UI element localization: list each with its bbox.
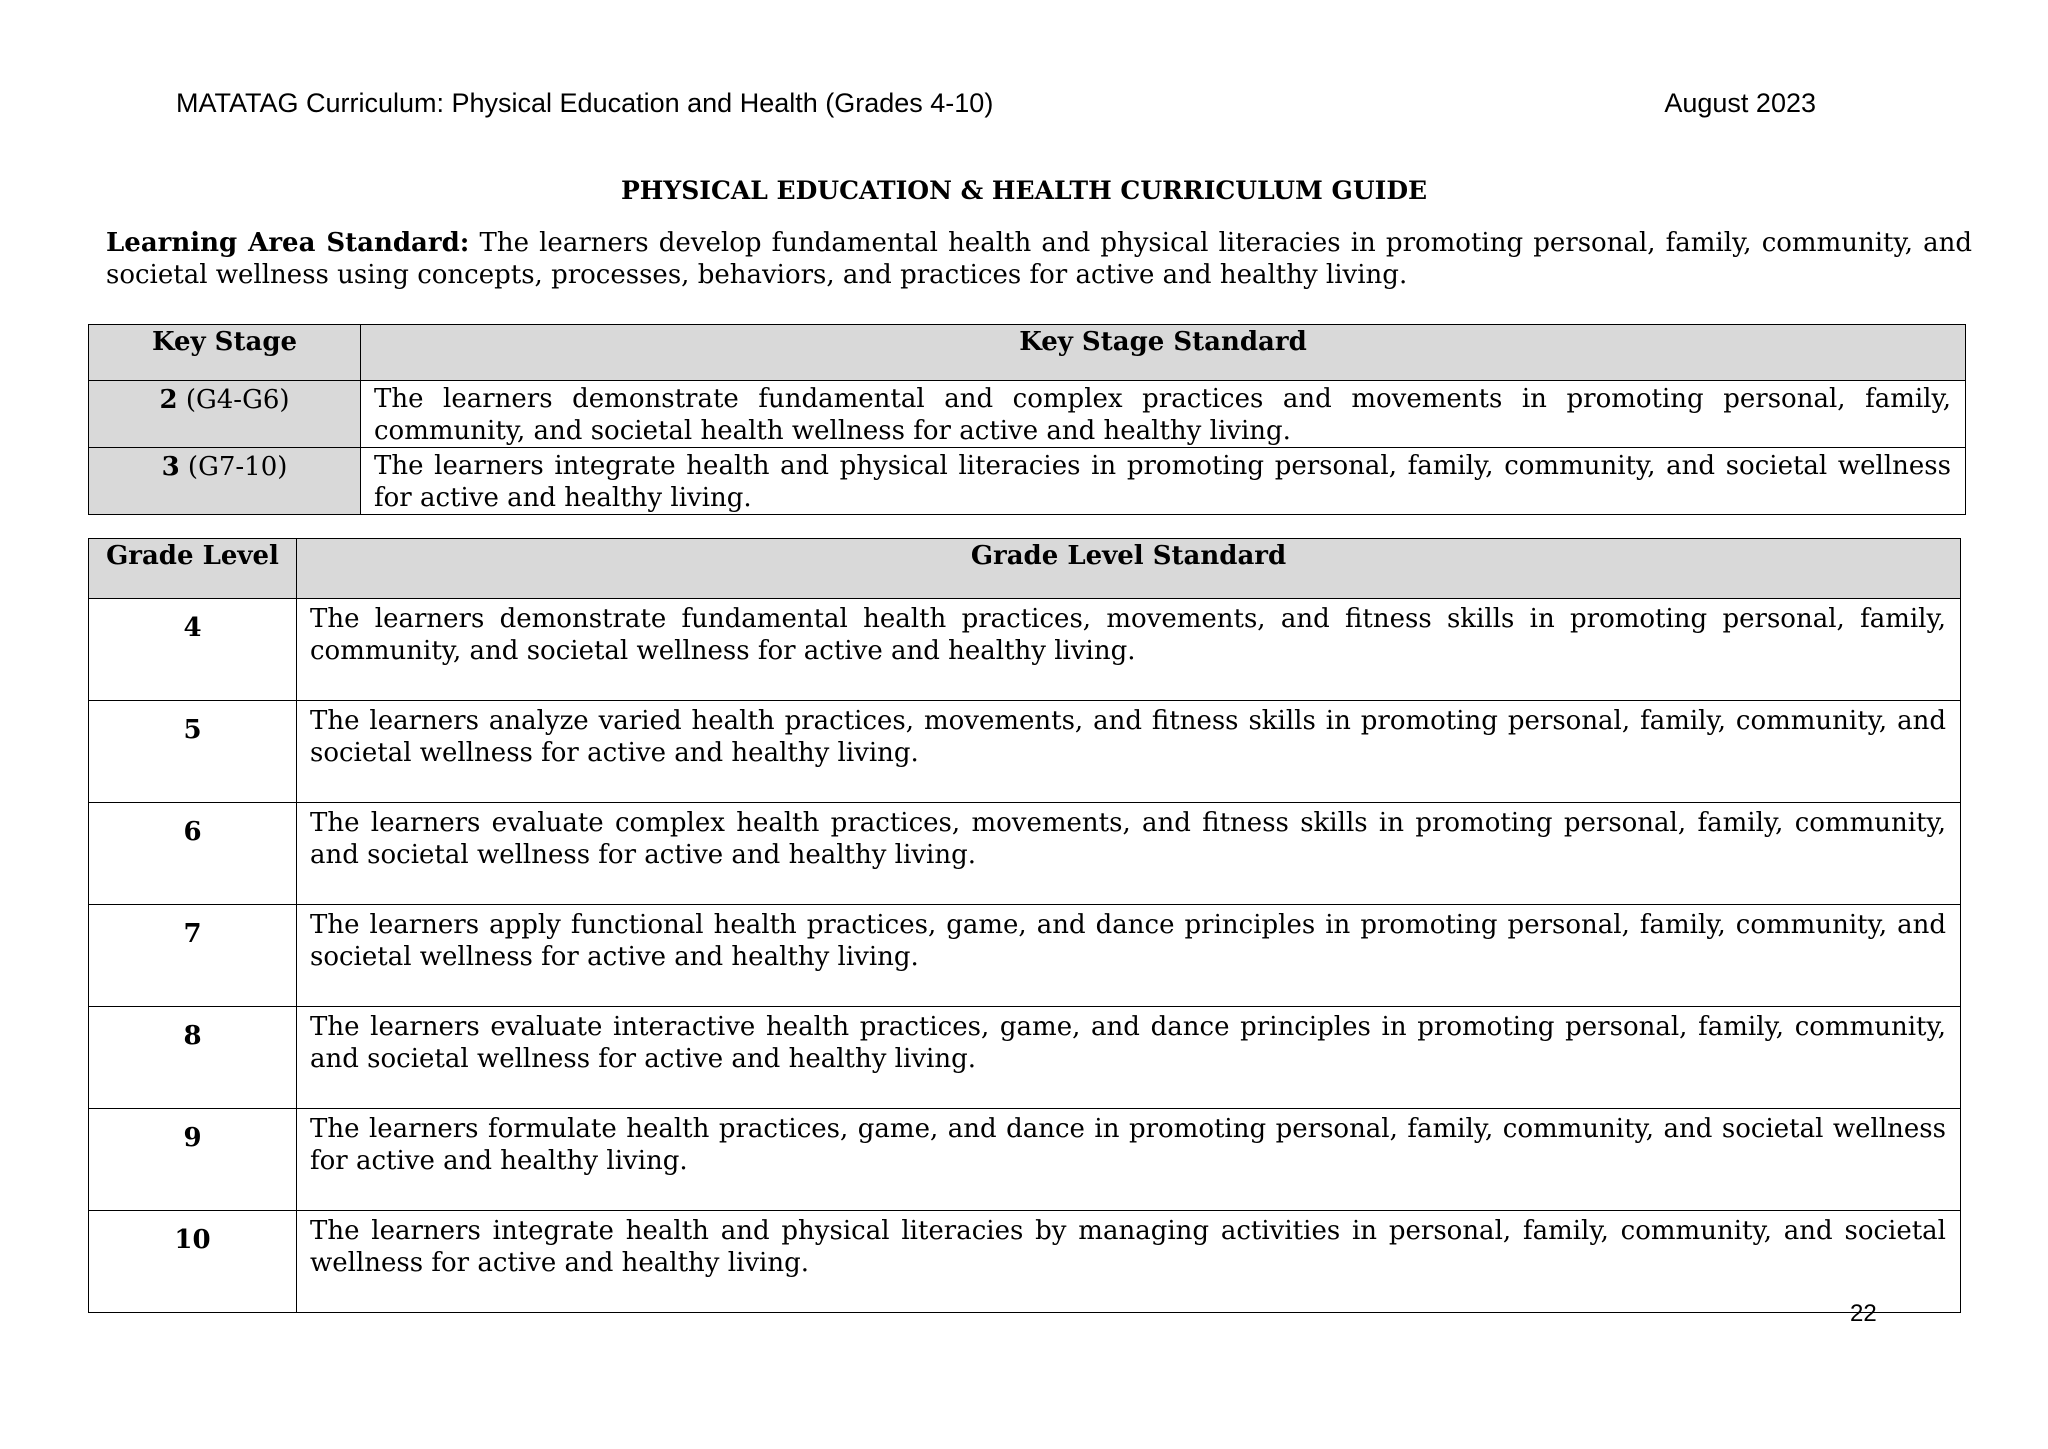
key-stage-header-row: [89, 325, 1966, 381]
table-row: [89, 599, 1961, 701]
grade-standard-cell: The learners evaluate complex health practices, movements, and fitness skills in promoting personal, family, community, and societal wellness for active and healthy living.: [297, 803, 1961, 905]
grade-standard-cell: The learners apply functional health practices, game, and dance principles in promoting personal, family, community, and societal wellness for active and healthy living.: [297, 905, 1961, 1007]
key-stage-cell: [89, 381, 361, 448]
column-header-key-stage: Key Stage: [89, 325, 361, 381]
table-row: [89, 1109, 1961, 1211]
key-stage-grades: (G4-G6): [177, 385, 290, 415]
learning-area-standard-text: The learners develop fundamental health and physical literacies in promoting personal, family, community, and societal wellness using concepts, processes, behaviors, and practices for active and healthy living.: [106, 228, 1972, 290]
grade-cell: 9: [89, 1109, 297, 1211]
grade-cell: 5: [89, 701, 297, 803]
page-number: 22: [1850, 1300, 1877, 1327]
document-header-title: MATATAG Curriculum: Physical Education and Health (Grades 4-10): [176, 88, 994, 118]
key-stage-number: 2: [159, 385, 178, 415]
table-row: [89, 1211, 1961, 1313]
table-row: [89, 448, 1966, 515]
column-header-grade-level-standard: Grade Level Standard: [297, 539, 1961, 599]
grade-cell: 10: [89, 1211, 297, 1313]
grade-cell: 4: [89, 599, 297, 701]
table-row: [89, 1007, 1961, 1109]
table-row: [89, 701, 1961, 803]
column-header-grade-level: Grade Level: [89, 539, 297, 599]
key-stage-table: [88, 324, 1966, 515]
table-row: [89, 803, 1961, 905]
grade-cell: 6: [89, 803, 297, 905]
key-stage-cell: [89, 448, 361, 515]
key-stage-number: 3: [161, 452, 180, 482]
grade-level-table: [88, 538, 1961, 1313]
grade-cell: 7: [89, 905, 297, 1007]
grade-standard-cell: The learners evaluate interactive health practices, game, and dance principles in promoting personal, family, community, and societal wellness for active and healthy living.: [297, 1007, 1961, 1109]
grade-standard-cell: The learners analyze varied health practices, movements, and fitness skills in promoting personal, family, community, and societal wellness for active and healthy living.: [297, 701, 1961, 803]
key-stage-grades: (G7-10): [179, 452, 288, 482]
column-header-key-stage-standard: Key Stage Standard: [361, 325, 1966, 381]
table-row: [89, 381, 1966, 448]
grade-cell: 8: [89, 1007, 297, 1109]
table-row: [89, 905, 1961, 1007]
learning-area-standard-label: Learning Area Standard:: [106, 228, 470, 258]
grade-standard-cell: The learners demonstrate fundamental health practices, movements, and fitness skills in promoting personal, family, community, and societal wellness for active and healthy living.: [297, 599, 1961, 701]
learning-area-standard: [106, 227, 1972, 291]
page-title: PHYSICAL EDUCATION & HEALTH CURRICULUM GUIDE: [620, 176, 1428, 205]
document-header-date: August 2023: [1664, 88, 1816, 118]
grade-level-header-row: [89, 539, 1961, 599]
grade-standard-cell: The learners formulate health practices, game, and dance in promoting personal, family, community, and societal wellness for active and healthy living.: [297, 1109, 1961, 1211]
key-stage-standard-cell: The learners integrate health and physical literacies in promoting personal, family, community, and societal wellness for active and healthy living.: [361, 448, 1966, 515]
grade-standard-cell: The learners integrate health and physical literacies by managing activities in personal, family, community, and societal wellness for active and healthy living.: [297, 1211, 1961, 1313]
key-stage-standard-cell: The learners demonstrate fundamental and complex practices and movements in promoting personal, family, community, and societal health wellness for active and healthy living.: [361, 381, 1966, 448]
